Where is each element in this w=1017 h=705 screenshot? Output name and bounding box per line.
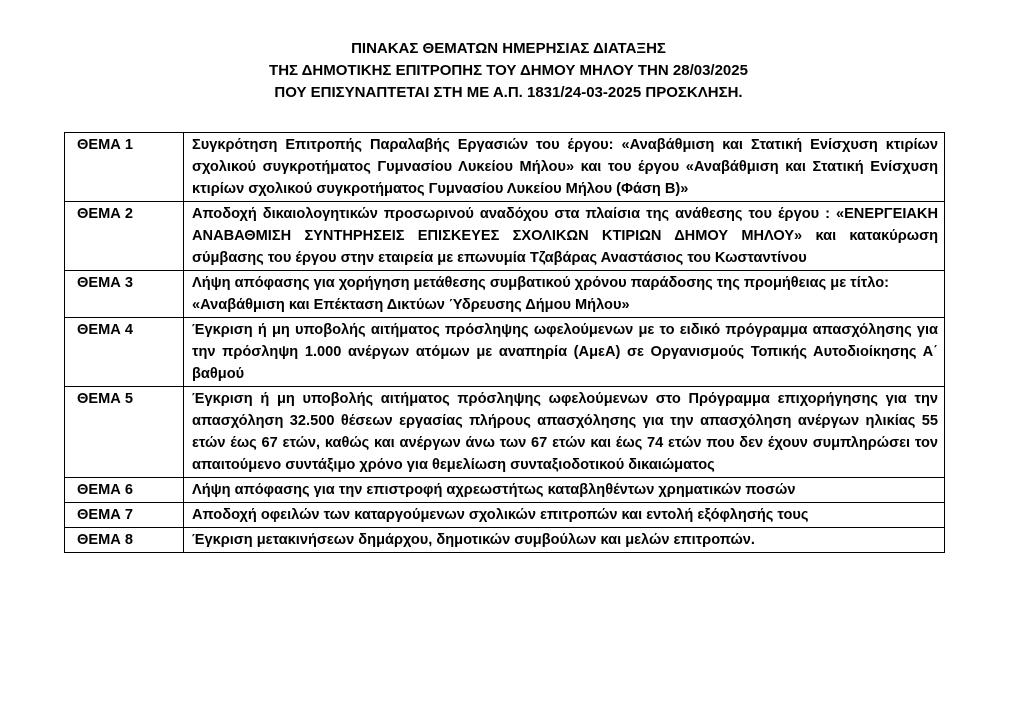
item-description: Έγκριση ή μη υποβολής αιτήματος πρόσληψης ωφελούμενων στο Πρόγραμμα επιχορήγησης για την απασχόληση 32.500 θέσεων εργασίας πλήρους απασχόλησης για την απασχόληση ανέργων ηλικίας 55 ετών έως 67 ετών, καθώς και ανέργων άνω των 67 ετών και έως 74 ετών που δεν έχουν συμπληρώσει τον απαιτούμενο συντάξιμο χρόνο για θεμελίωση συνταξιοδοτικού δικαιώματος xyxy=(184,387,945,478)
agenda-table xyxy=(64,132,945,553)
item-number: ΘΕΜΑ 4 xyxy=(65,318,184,387)
item-description: Λήψη απόφασης για χορήγηση μετάθεσης συμβατικού χρόνου παράδοσης της προμήθειας με τίτλο: «Αναβάθμιση και Επέκταση Δικτύων Ύδρευσης Δήμου Μήλου» xyxy=(184,271,945,318)
document-title xyxy=(0,38,1017,104)
item-description: Έγκριση ή μη υποβολής αιτήματος πρόσληψης ωφελούμενων με το ειδικό πρόγραμμα απασχόλησης για την πρόσληψη 1.000 ανέργων ατόμων με αναπηρία (ΑμεΑ) σε Οργανισμούς Τοπικής Αυτοδιοίκησης Α΄ βαθμού xyxy=(184,318,945,387)
item-number: ΘΕΜΑ 8 xyxy=(65,528,184,553)
agenda-row xyxy=(65,133,945,202)
item-number: ΘΕΜΑ 3 xyxy=(65,271,184,318)
title-line-3: ΠΟΥ ΕΠΙΣΥΝΑΠΤΕΤΑΙ ΣΤΗ ΜΕ Α.Π. 1831/24-03-2025 ΠΡΟΣΚΛΗΣΗ. xyxy=(274,84,743,101)
title-line-2: ΤΗΣ ΔΗΜΟΤΙΚΗΣ ΕΠΙΤΡΟΠΗΣ ΤΟΥ ΔΗΜΟΥ ΜΗΛΟΥ ΤΗΝ 28/03/2025 xyxy=(269,62,748,79)
agenda-row xyxy=(65,503,945,528)
item-number: ΘΕΜΑ 7 xyxy=(65,503,184,528)
title-line-1: ΠΙΝΑΚΑΣ ΘΕΜΑΤΩΝ ΗΜΕΡΗΣΙΑΣ ΔΙΑΤΑΞΗΣ xyxy=(351,40,666,57)
item-description: Συγκρότηση Επιτροπής Παραλαβής Εργασιών του έργου: «Αναβάθμιση και Στατική Ενίσχυση κτιρίων σχολικού συγκροτήματος Γυμνασίου Λυκείου Μήλου» και του έργου «Αναβάθμιση και Στατική Ενίσχυση κτιρίων σχολικού συγκροτήματος Γυμνασίου Λυκείου Μήλου (Φάση Β)» xyxy=(184,133,945,202)
agenda-row xyxy=(65,202,945,271)
item-description: Αποδοχή δικαιολογητικών προσωρινού αναδόχου στα πλαίσια της ανάθεσης του έργου : «ΕΝΕΡΓΕΙΑΚΗ ΑΝΑΒΑΘΜΙΣΗ ΣΥΝΤΗΡΗΣΕΙΣ ΕΠΙΣΚΕΥΕΣ ΣΧΟΛΙΚΩΝ ΚΤΙΡΙΩΝ ΔΗΜΟΥ ΜΗΛΟΥ» και κατακύρωση σύμβασης του έργου στην εταιρεία με επωνυμία Τζαβάρας Αναστάσιος του Κωσταντίνου xyxy=(184,202,945,271)
item-description: Αποδοχή οφειλών των καταργούμενων σχολικών επιτροπών και εντολή εξόφλησής τους xyxy=(184,503,945,528)
item-number: ΘΕΜΑ 6 xyxy=(65,478,184,503)
item-number: ΘΕΜΑ 5 xyxy=(65,387,184,478)
agenda-row xyxy=(65,387,945,478)
item-description: Λήψη απόφασης για την επιστροφή αχρεωστήτως καταβληθέντων χρηματικών ποσών xyxy=(184,478,945,503)
item-description: Έγκριση μετακινήσεων δημάρχου, δημοτικών συμβούλων και μελών επιτροπών. xyxy=(184,528,945,553)
agenda-row xyxy=(65,318,945,387)
item-number: ΘΕΜΑ 1 xyxy=(65,133,184,202)
item-number: ΘΕΜΑ 2 xyxy=(65,202,184,271)
agenda-row xyxy=(65,528,945,553)
agenda-row xyxy=(65,478,945,503)
agenda-row xyxy=(65,271,945,318)
